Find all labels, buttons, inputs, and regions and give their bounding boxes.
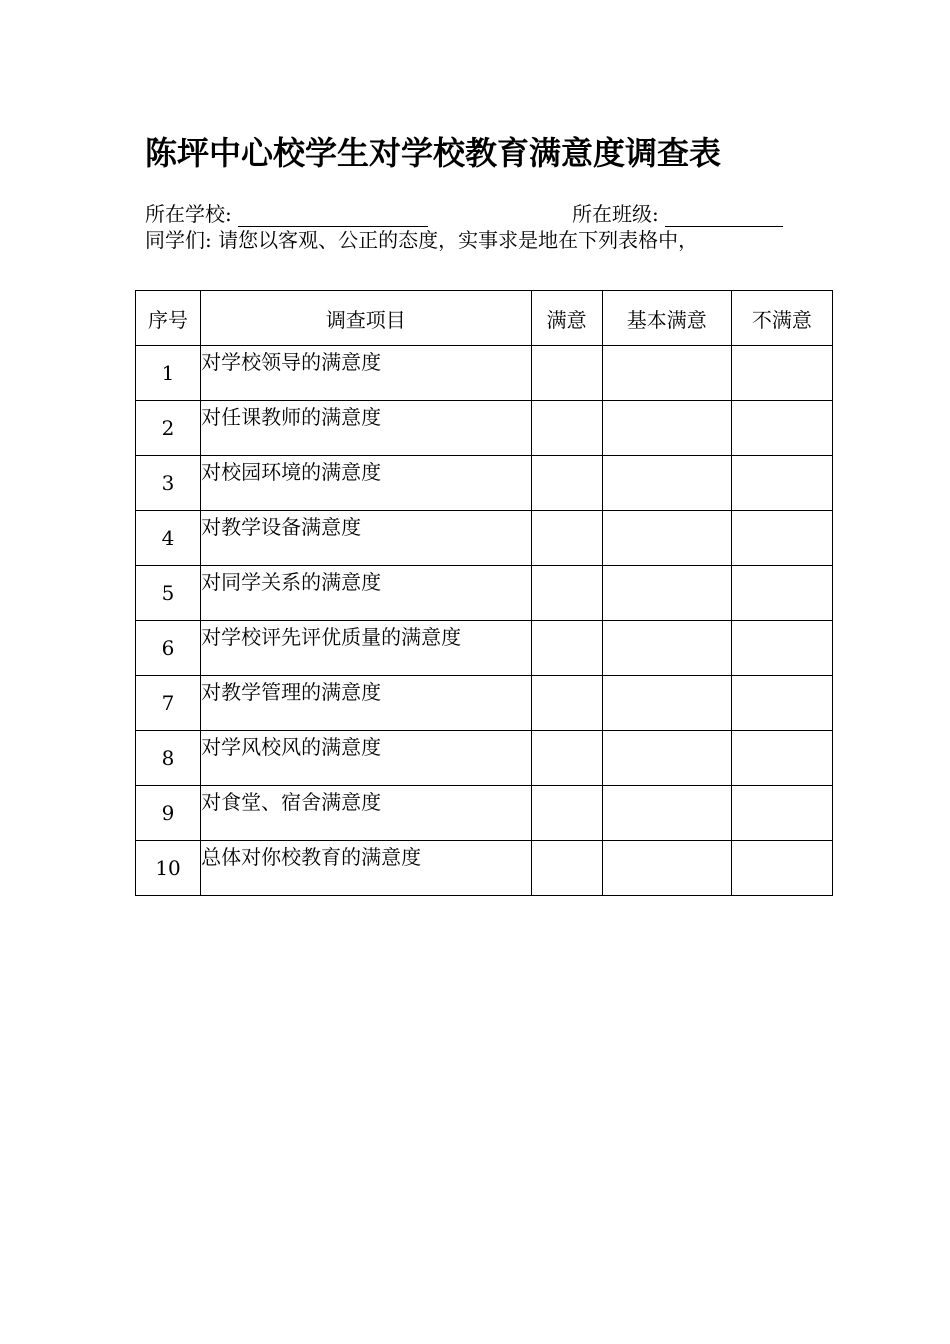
table-row <box>136 676 833 731</box>
row-item: 对学风校风的满意度 <box>201 731 531 786</box>
unsatisfied-cell[interactable] <box>731 731 832 786</box>
row-number: 4 <box>136 511 201 566</box>
unsatisfied-cell[interactable] <box>731 511 832 566</box>
header-satisfied: 满意 <box>531 291 602 346</box>
row-item: 对同学关系的满意度 <box>201 566 531 621</box>
header-no: 序号 <box>136 291 201 346</box>
basically-satisfied-cell[interactable] <box>602 786 731 841</box>
unsatisfied-cell[interactable] <box>731 456 832 511</box>
school-label: 所在学校: <box>145 202 232 226</box>
table-row <box>136 786 833 841</box>
unsatisfied-cell[interactable] <box>731 346 832 401</box>
header-unsatisfied: 不满意 <box>731 291 832 346</box>
unsatisfied-cell[interactable] <box>731 401 832 456</box>
class-label: 所在班级: <box>572 202 659 226</box>
table-row <box>136 841 833 896</box>
basically-satisfied-cell[interactable] <box>602 456 731 511</box>
table-row <box>136 511 833 566</box>
header-basically-satisfied: 基本满意 <box>602 291 731 346</box>
basically-satisfied-cell[interactable] <box>602 841 731 896</box>
table-row <box>136 456 833 511</box>
basically-satisfied-cell[interactable] <box>602 731 731 786</box>
row-item: 对学校评先评优质量的满意度 <box>201 621 531 676</box>
class-field <box>572 198 783 227</box>
row-number: 3 <box>136 456 201 511</box>
table-header-row <box>136 291 833 346</box>
row-number: 6 <box>136 621 201 676</box>
unsatisfied-cell[interactable] <box>731 786 832 841</box>
row-number: 10 <box>136 841 201 896</box>
basically-satisfied-cell[interactable] <box>602 566 731 621</box>
row-number: 2 <box>136 401 201 456</box>
row-item: 对教学管理的满意度 <box>201 676 531 731</box>
row-item: 总体对你校教育的满意度 <box>201 841 531 896</box>
table-row <box>136 566 833 621</box>
unsatisfied-cell[interactable] <box>731 841 832 896</box>
page-title: 陈坪中心校学生对学校教育满意度调查表 <box>145 134 722 172</box>
unsatisfied-cell[interactable] <box>731 566 832 621</box>
basically-satisfied-cell[interactable] <box>602 676 731 731</box>
school-field <box>145 198 428 227</box>
survey-table <box>135 290 833 896</box>
row-number: 5 <box>136 566 201 621</box>
row-item: 对校园环境的满意度 <box>201 456 531 511</box>
row-item: 对教学设备满意度 <box>201 511 531 566</box>
satisfied-cell[interactable] <box>531 346 602 401</box>
satisfied-cell[interactable] <box>531 731 602 786</box>
instruction-text: 同学们: 请您以客观、公正的态度，实事求是地在下列表格中， <box>145 228 699 252</box>
unsatisfied-cell[interactable] <box>731 621 832 676</box>
table-row <box>136 346 833 401</box>
table-row <box>136 401 833 456</box>
row-item: 对食堂、宿舍满意度 <box>201 786 531 841</box>
satisfied-cell[interactable] <box>531 511 602 566</box>
row-number: 1 <box>136 346 201 401</box>
header-item: 调查项目 <box>201 291 531 346</box>
table-row <box>136 731 833 786</box>
basically-satisfied-cell[interactable] <box>602 346 731 401</box>
satisfied-cell[interactable] <box>531 456 602 511</box>
satisfied-cell[interactable] <box>531 786 602 841</box>
satisfied-cell[interactable] <box>531 566 602 621</box>
satisfied-cell[interactable] <box>531 841 602 896</box>
basically-satisfied-cell[interactable] <box>602 511 731 566</box>
row-item: 对任课教师的满意度 <box>201 401 531 456</box>
satisfied-cell[interactable] <box>531 401 602 456</box>
basically-satisfied-cell[interactable] <box>602 401 731 456</box>
satisfied-cell[interactable] <box>531 621 602 676</box>
unsatisfied-cell[interactable] <box>731 676 832 731</box>
row-item: 对学校领导的满意度 <box>201 346 531 401</box>
row-number: 8 <box>136 731 201 786</box>
row-number: 9 <box>136 786 201 841</box>
satisfied-cell[interactable] <box>531 676 602 731</box>
basically-satisfied-cell[interactable] <box>602 621 731 676</box>
table-row <box>136 621 833 676</box>
row-number: 7 <box>136 676 201 731</box>
